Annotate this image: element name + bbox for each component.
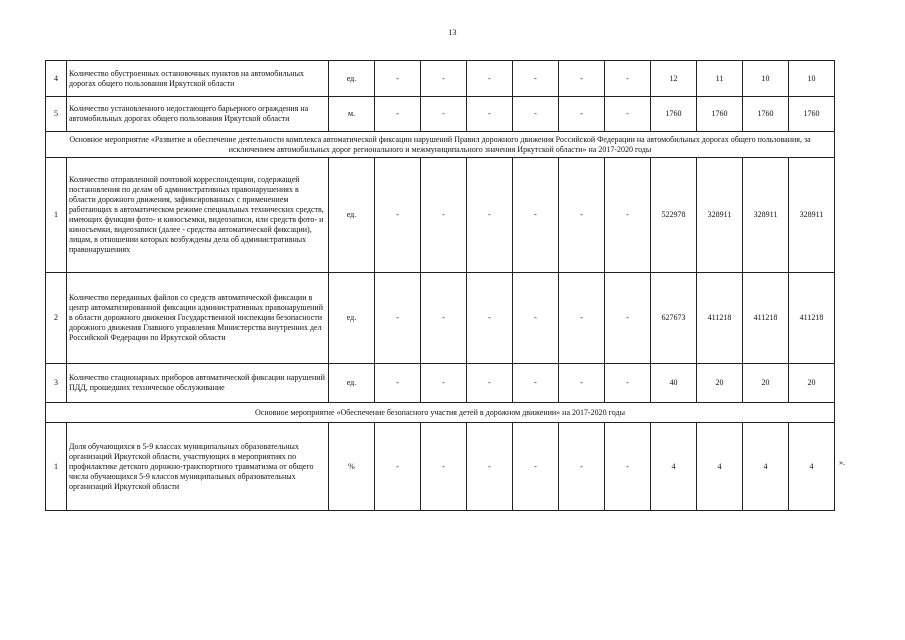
value-cell: 411218 (789, 273, 835, 364)
row-number: 2 (46, 273, 67, 364)
value-cell: 627673 (651, 273, 697, 364)
value-cell: 10 (789, 61, 835, 97)
value-cell: 328911 (789, 158, 835, 273)
empty-value-cell: - (467, 364, 513, 403)
empty-value-cell: - (467, 61, 513, 97)
empty-value-cell: - (559, 273, 605, 364)
value-cell: 328911 (743, 158, 789, 273)
empty-value-cell: - (467, 97, 513, 132)
value-cell: 4 (697, 423, 743, 511)
unit-cell: ед. (329, 273, 375, 364)
empty-value-cell: - (513, 158, 559, 273)
row-number: 1 (46, 158, 67, 273)
empty-value-cell: - (559, 423, 605, 511)
section-title: Основное мероприятие «Развитие и обеспечение деятельности комплекса автоматической фиксации нарушений Правил дорожного движения Российской Федерации на автомобильных дорогах общего пользования, за исключением автомобильных дорог регионального и межмуниципального значения Иркутской области» на 2017-2020 годы (46, 132, 835, 158)
empty-value-cell: - (375, 364, 421, 403)
row-number: 4 (46, 61, 67, 97)
value-cell: 4 (651, 423, 697, 511)
section-row (46, 132, 835, 158)
unit-cell: ед. (329, 61, 375, 97)
empty-value-cell: - (375, 273, 421, 364)
page-number: 13 (448, 28, 457, 37)
empty-value-cell: - (605, 158, 651, 273)
unit-cell: % (329, 423, 375, 511)
indicator-name: Доля обучающихся в 5-9 классах муниципальных образовательных организаций Иркутской области, участвующих в мероприятиях по профилактике детского дорожно-транспортного травматизма от общего числа обучающихся 5-9 классов муниципальных образовательных организаций Иркутской области (67, 423, 329, 511)
table-row (46, 423, 835, 511)
section-title: Основное мероприятие «Обеспечение безопасного участия детей в дорожном движении» на 2017-2020 годы (46, 403, 835, 423)
empty-value-cell: - (605, 61, 651, 97)
empty-value-cell: - (421, 158, 467, 273)
unit-cell: м. (329, 97, 375, 132)
empty-value-cell: - (513, 364, 559, 403)
empty-value-cell: - (375, 158, 421, 273)
value-cell: 20 (789, 364, 835, 403)
empty-value-cell: - (467, 423, 513, 511)
empty-value-cell: - (421, 61, 467, 97)
empty-value-cell: - (513, 423, 559, 511)
indicators-table (45, 60, 835, 511)
value-cell: 10 (743, 61, 789, 97)
empty-value-cell: - (605, 364, 651, 403)
row-number: 5 (46, 97, 67, 132)
closing-quote-mark: ». (839, 458, 845, 467)
empty-value-cell: - (605, 423, 651, 511)
indicator-name: Количество отправленной почтовой корреспонденции, содержащей постановления по делам об административных правонарушениях в области дорожного движения, зафиксированных с применением работающих в автоматическом режиме специальных технических средств, имеющих функции фото- и киносъемки, видеозаписи, или средств фото- и киносъемки, видеозаписи (далее - средства автоматической фиксации), лицам, в отношении которых возбуждены дела об административных правонарушениях (67, 158, 329, 273)
empty-value-cell: - (513, 61, 559, 97)
empty-value-cell: - (559, 364, 605, 403)
empty-value-cell: - (421, 97, 467, 132)
value-cell: 40 (651, 364, 697, 403)
row-number: 1 (46, 423, 67, 511)
value-cell: 20 (697, 364, 743, 403)
empty-value-cell: - (559, 158, 605, 273)
value-cell: 20 (743, 364, 789, 403)
table-row (46, 158, 835, 273)
value-cell: 11 (697, 61, 743, 97)
indicator-name: Количество обустроенных остановочных пунктов на автомобильных дорогах общего пользования Иркутской области (67, 61, 329, 97)
value-cell: 1760 (651, 97, 697, 132)
value-cell: 411218 (697, 273, 743, 364)
empty-value-cell: - (375, 97, 421, 132)
row-number: 3 (46, 364, 67, 403)
empty-value-cell: - (605, 273, 651, 364)
indicator-name: Количество стационарных приборов автоматической фиксации нарушений ПДД, прошедших техническое обслуживание (67, 364, 329, 403)
empty-value-cell: - (375, 423, 421, 511)
unit-cell: ед. (329, 158, 375, 273)
value-cell: 1760 (697, 97, 743, 132)
value-cell: 1760 (789, 97, 835, 132)
empty-value-cell: - (421, 273, 467, 364)
indicator-name: Количество установленного недостающего барьерного ограждения на автомобильных дорогах общего пользования Иркутской области (67, 97, 329, 132)
table-row (46, 61, 835, 97)
value-cell: 4 (743, 423, 789, 511)
value-cell: 328911 (697, 158, 743, 273)
empty-value-cell: - (421, 364, 467, 403)
value-cell: 4 (789, 423, 835, 511)
empty-value-cell: - (467, 158, 513, 273)
empty-value-cell: - (559, 97, 605, 132)
table-row (46, 273, 835, 364)
empty-value-cell: - (605, 97, 651, 132)
indicator-name: Количество переданных файлов со средств автоматической фиксации в центр автоматизированной фиксации административных правонарушений в области дорожного движения Государственной инспекции безопасности дорожного движения Главного управления Министерства внутренних дел Российской Федерации по Иркутской области (67, 273, 329, 364)
empty-value-cell: - (467, 273, 513, 364)
empty-value-cell: - (513, 273, 559, 364)
section-row (46, 403, 835, 423)
empty-value-cell: - (375, 61, 421, 97)
value-cell: 12 (651, 61, 697, 97)
unit-cell: ед. (329, 364, 375, 403)
value-cell: 411218 (743, 273, 789, 364)
empty-value-cell: - (421, 423, 467, 511)
table-row (46, 364, 835, 403)
empty-value-cell: - (513, 97, 559, 132)
value-cell: 522978 (651, 158, 697, 273)
table-row (46, 97, 835, 132)
empty-value-cell: - (559, 61, 605, 97)
value-cell: 1760 (743, 97, 789, 132)
